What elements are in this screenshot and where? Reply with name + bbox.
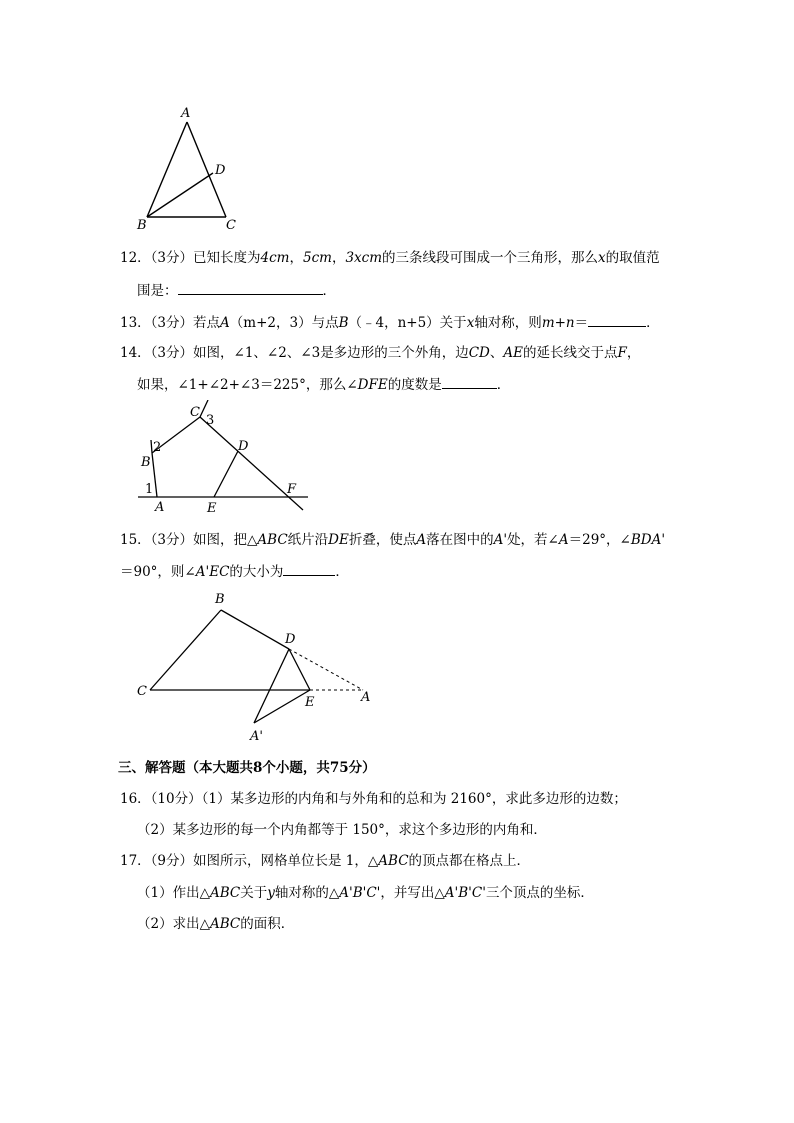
section-title-3: 三、解答题（本大题共8个小题，共75分） [118, 760, 376, 776]
question-16-line-2: （2）某多边形的每一个内角都等于 150°，求这个多边形的内角和． [137, 822, 547, 838]
question-17-line-2: （1）作出△ABC关于y轴对称的△A'B'C'，并写出△A'B'C'三个顶点的坐标． [137, 885, 594, 901]
side-cb [150, 610, 221, 690]
question-12-line-1: 12．（3分）已知长度为4cm，5cm，3xcm的三条线段可围成一个三角形，那么x的取值范 [120, 250, 660, 266]
label-angle-3: 3 [206, 413, 215, 428]
label-d: D [285, 632, 296, 647]
figure-polygon-exterior-angles [130, 400, 320, 518]
label-a-prime: A' [250, 729, 263, 744]
label-f: F [287, 482, 297, 497]
label-d: D [215, 163, 226, 178]
question-17-line-1: 17．（9分）如图所示，网格单位长是 1，△ABC的顶点都在格点上． [120, 853, 531, 869]
figure-triangle-abc-d [130, 100, 250, 235]
question-12-line-2: 围是： ． [137, 280, 336, 301]
answer-blank-13[interactable] [588, 312, 646, 327]
label-c: C [137, 684, 147, 699]
question-14-line-1: 14．（3分）如图，∠1、∠2、∠3是多边形的三个外角，边CD、AE的延长线交于点F， [120, 345, 641, 361]
figure-folded-triangle [130, 588, 380, 748]
question-14-line-2: 如果，∠1+∠2+∠3＝225°，那么∠DFE的度数是 ． [137, 374, 510, 395]
label-b: B [215, 592, 225, 607]
label-b: B [141, 455, 151, 470]
side-bd [221, 610, 289, 649]
answer-blank-15[interactable] [283, 561, 335, 576]
side-de [214, 451, 238, 497]
label-e: E [207, 501, 217, 516]
label-angle-2: 2 [153, 440, 162, 455]
question-15-line-2: ＝90°，则∠A'EC的大小为 ． [120, 561, 349, 582]
question-17-line-3: （2）求出△ABC的面积． [137, 916, 295, 932]
answer-blank-12[interactable] [178, 280, 323, 295]
label-c: C [226, 218, 236, 233]
label-a: A [181, 106, 191, 121]
label-a: A [361, 690, 371, 705]
side-ab [147, 122, 187, 217]
segment-da-prime [254, 649, 289, 723]
label-b: B [137, 218, 147, 233]
label-e: E [305, 695, 315, 710]
label-a: A [155, 500, 165, 515]
label-c: C [190, 405, 200, 420]
label-d: D [238, 439, 249, 454]
line-ab-extended [151, 440, 152, 453]
question-15-line-1: 15．（3分）如图，把△ABC纸片沿DE折叠，使点A落在图中的A'处，若∠A＝29°，∠BDA' [120, 532, 666, 548]
label-angle-1: 1 [145, 482, 154, 497]
question-13: 13．（3分）若点A（m+2，3）与点B（﹣4，n+5）关于x轴对称，则m+n＝ ． [120, 312, 660, 333]
answer-blank-14[interactable] [442, 374, 497, 389]
question-16-line-1: 16．（10分）（1）某多边形的内角和与外角和的总和为 2160°，求此多边形的边数； [120, 791, 627, 807]
